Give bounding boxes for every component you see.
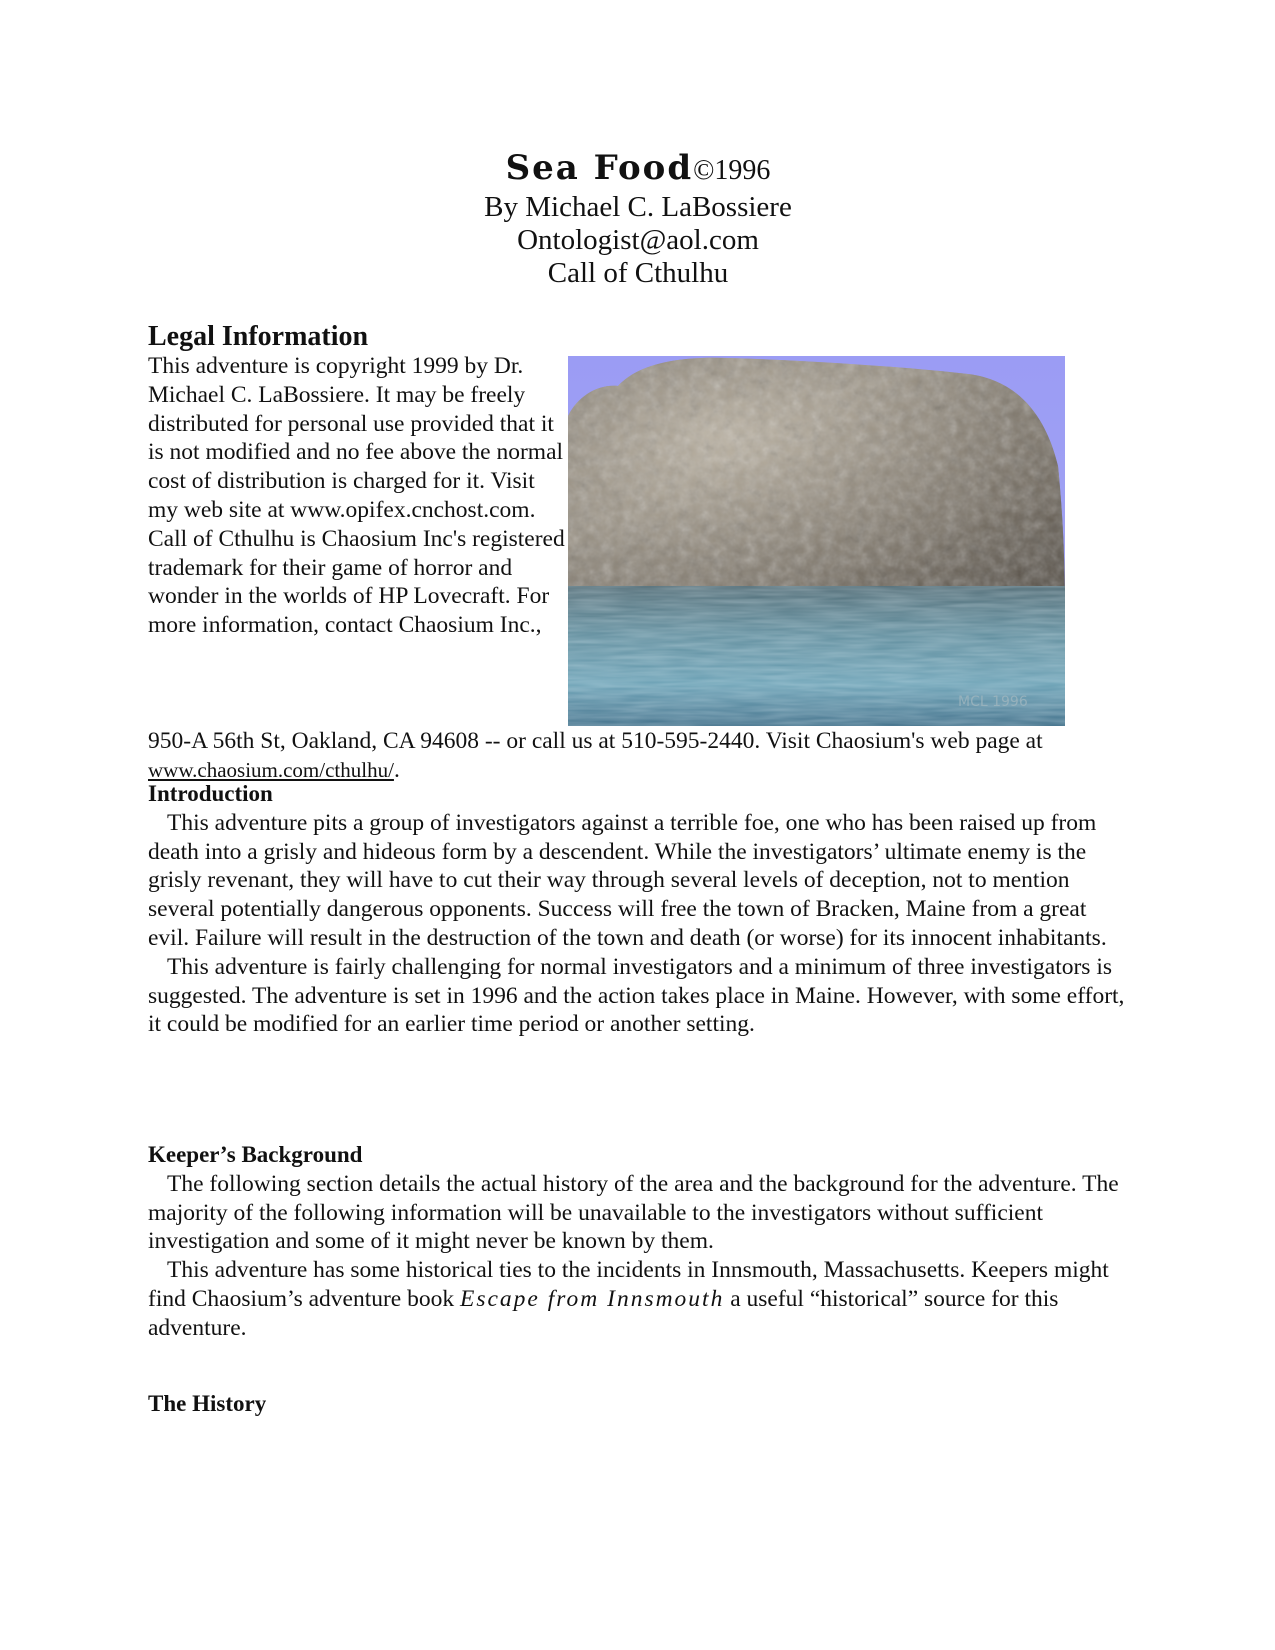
legal-text-column [148, 352, 568, 640]
keepers-background-paragraph-1: The following section details the actual history of the area and the background for the adventure. The majority of the following information will be unavailable to the investigators without sufficient investigation and some of it might never be known by them. [148, 1170, 1119, 1255]
game-name: Call of Cthulhu [547, 257, 729, 289]
history-section [148, 1390, 1128, 1419]
legal-copyright-text: This adventure is copyright 1999 by Dr. Michael C. LaBossiere. It may be freely distributed for personal use provided that it is not modified and no fee above the normal cost of distribution is charged for it. Visit my web site at www.opifex.cnchost.com. [148, 353, 564, 523]
chaosium-link[interactable]: www.chaosium.com/cthulhu/ [148, 757, 394, 782]
keepers-background-paragraph-2 [148, 1256, 1128, 1342]
keepers-background-heading: Keeper’s Background [148, 1142, 363, 1167]
author-line: By Michael C. LaBossiere [484, 191, 792, 223]
history-heading: The History [148, 1391, 267, 1416]
legal-contact-text [148, 727, 1128, 785]
copyright-year: ©1996 [693, 155, 771, 186]
legal-heading: Legal Information [148, 321, 369, 352]
introduction-paragraph-1: This adventure pits a group of investigators against a terrible foe, one who has been raised up from death into a grisly and hideous form by a descendent. While the investigators’ ultimate enemy is the grisly revenant, they will have to cut their way through several levels of deception, not to mention several potentially dangerous opponents. Success will free the town of Bracken, Maine from a great evil. Failure will result in the destruction of the town and death (or worse) for its innocent inhabitants. [148, 809, 1107, 951]
book-title: Escape from Innsmouth [459, 1285, 725, 1312]
legal-contact-line: 950-A 56th St, Oakland, CA 94608 -- or call us at 510-595-2440. Visit Chaosium's web page at [148, 728, 1043, 754]
kb-p2-end: a useful “historical” source for this adventure. [148, 1285, 1059, 1341]
introduction-section [148, 780, 1128, 1039]
legal-trademark-text: Call of Cthulhu is Chaosium Inc's registered trademark for their game of horror and wonder in the worlds of HP Lovecraft. For more information, contact Chaosium Inc., [148, 525, 565, 639]
title-block [148, 148, 1128, 290]
introduction-paragraph-2: This adventure is fairly challenging for normal investigators and a minimum of three investigators is suggested. The adventure is set in 1996 and the action takes place in Maine. However, with some effort, it could be modified for an earlier time period or another setting. [148, 953, 1125, 1038]
rock-in-water-image [568, 356, 1065, 726]
author-email: Ontologist@aol.com [517, 224, 759, 256]
title-text: Sea Food [505, 148, 694, 188]
link-suffix: . [393, 756, 400, 783]
keepers-background-section [148, 1141, 1128, 1343]
introduction-heading: Introduction [148, 781, 273, 806]
document-title [148, 148, 1128, 191]
kb-p2-start: This adventure has some historical ties to the incidents in Innsmouth, Massachusetts. Keepers might find Chaosium’s adventure book [148, 1257, 1109, 1312]
image-signature: MCL 1996 [958, 694, 1028, 710]
